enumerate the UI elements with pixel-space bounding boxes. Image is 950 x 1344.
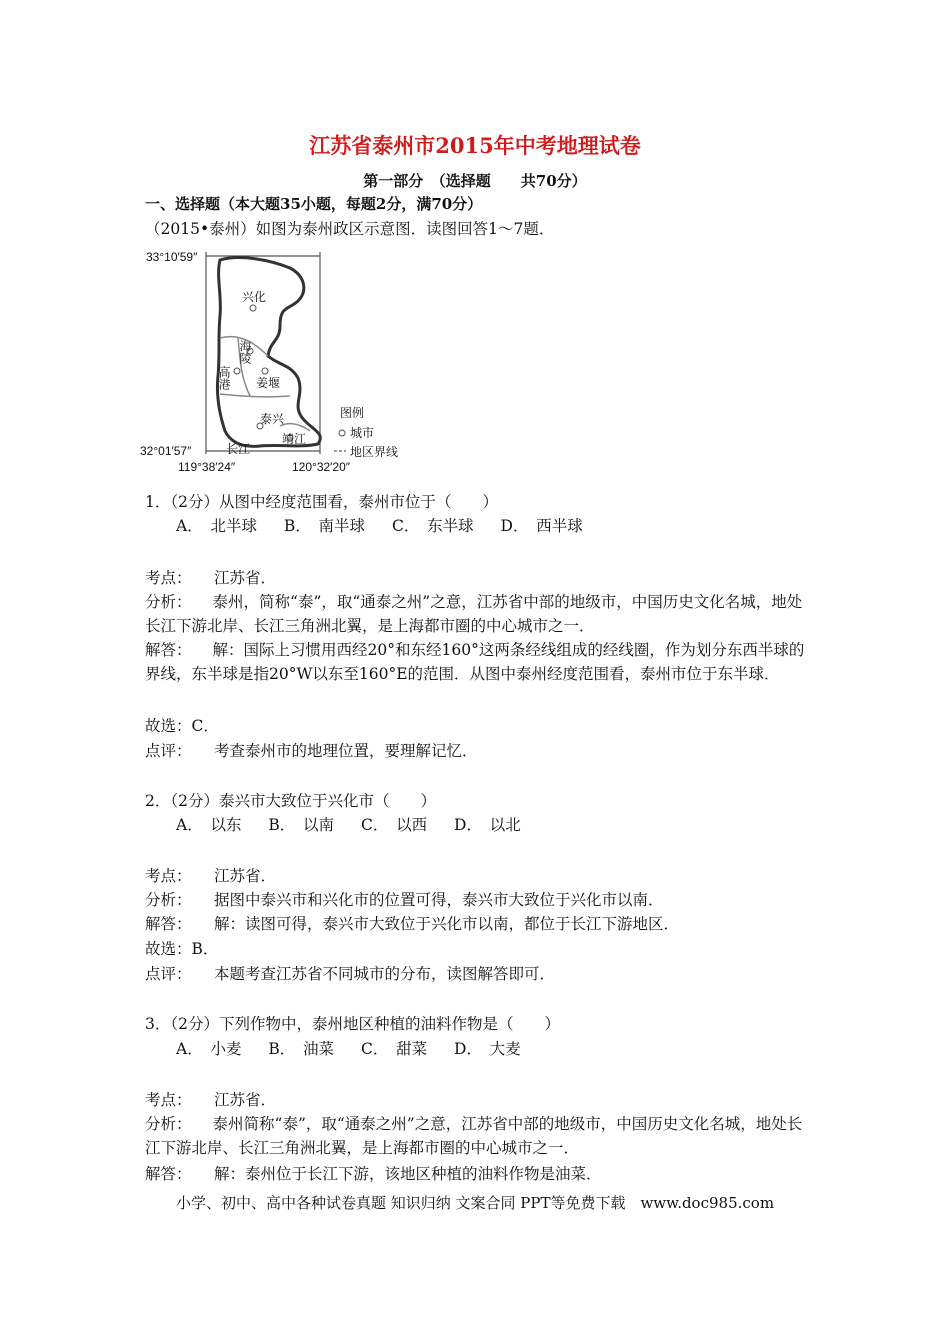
- part-heading: 第一部分 （选择题 共70分）: [363, 172, 587, 190]
- document-title: 江苏省泰州市2015年中考地理试卷: [309, 133, 641, 158]
- legend-title: 图例: [340, 406, 365, 420]
- section-heading: 一、选择题（本大题35小题，每题2分，满70分）: [145, 195, 483, 213]
- city-label-taixing: 泰兴: [260, 412, 285, 426]
- kaodian-label: 考点：: [145, 569, 192, 587]
- fenxi-text: 泰州，简称“泰”，取“通泰之州”之意，江苏省中部的地级市，中国历史文化名城，地处长江下游北岸、长江三角洲北翼，是上海都市圈的中心城市之一．: [145, 593, 803, 635]
- legend-boundary-label: 地区界线: [350, 445, 399, 459]
- fenxi-label: 分析：: [145, 593, 192, 611]
- fenxi-text: 据图中泰兴市和兴化市的位置可得，泰兴市大致位于兴化市以南．: [214, 891, 664, 909]
- option-b: B． 以南: [268, 816, 335, 834]
- question-3-options: [176, 1037, 521, 1061]
- longitude-right-label: 120°32′20″: [292, 460, 351, 474]
- question-1-options: [176, 514, 583, 538]
- question-3-stem: 3．（2分）下列作物中，泰州地区种植的油料作物是（ ）: [145, 1015, 560, 1033]
- longitude-left-label: 119°38′24″: [178, 460, 236, 474]
- legend-city-label: 城市: [350, 426, 375, 440]
- dianping-text: 考查泰州市的地理位置，要理解记忆．: [214, 742, 478, 760]
- latitude-bottom-label: 32°01′57″: [140, 444, 192, 458]
- question-1-stem: 1．（2分）从图中经度范围看，泰州市位于（ ）: [145, 493, 498, 511]
- jieda-text: 解：国际上习惯用西经20°和东经160°这两条经线组成的经线圈，作为划分东西半球的界线，东半球是指20°W以东至160°E的范围．从图中泰州经度范围看，泰州市位于东半球．: [145, 641, 805, 683]
- option-b: B． 南半球: [283, 517, 366, 535]
- city-label-hailing: 海陵: [238, 340, 252, 364]
- option-a: A． 以东: [176, 816, 242, 834]
- jieda-label: 解答：: [145, 915, 192, 933]
- option-d: D． 以北: [454, 816, 521, 834]
- kaodian-text: 江苏省．: [214, 1091, 277, 1109]
- page-footer: 小学、初中、高中各种试卷真题 知识归纳 文案合同 PPT等免费下载 www.doc985.com: [175, 1194, 775, 1212]
- question-intro: （2015•泰州）如图为泰州政区示意图．读图回答1～7题．: [145, 220, 555, 238]
- city-label-gaogang: 高港: [217, 366, 231, 390]
- kaodian-text: 江苏省．: [214, 569, 277, 587]
- option-c: C． 甜菜: [360, 1040, 428, 1058]
- jieda-label: 解答：: [145, 1165, 192, 1183]
- kaodian-label: 考点：: [145, 1091, 192, 1109]
- city-label-xinghua: 兴化: [242, 290, 267, 304]
- dianping-label: 点评：: [145, 965, 192, 983]
- option-a: A． 小麦: [176, 1040, 242, 1058]
- jieda-text: 解：泰州位于长江下游，该地区种植的油料作物是油菜．: [214, 1165, 602, 1183]
- fenxi-block: [145, 590, 810, 638]
- latitude-top-label: 33°10′59″: [146, 250, 198, 264]
- city-label-jiangyan: 姜堰: [256, 376, 281, 390]
- jieda-label: 解答：: [145, 641, 192, 659]
- city-label-jingjiang: 靖江: [282, 432, 307, 446]
- option-c: C． 以西: [360, 816, 428, 834]
- option-d: D． 西半球: [500, 517, 583, 535]
- option-b: B． 油菜: [268, 1040, 335, 1058]
- kaodian-label: 考点：: [145, 867, 192, 885]
- river-label-changjiang: 长江: [226, 442, 251, 456]
- option-d: D． 大麦: [454, 1040, 521, 1058]
- question-2-stem: 2．（2分）泰兴市大致位于兴化市（ ）: [145, 792, 436, 810]
- taizhou-map: [140, 246, 410, 474]
- city-dot: [234, 368, 240, 374]
- inner-boundary: [220, 394, 290, 397]
- question-2-options: [176, 813, 521, 837]
- option-a: A． 北半球: [176, 517, 257, 535]
- legend-city-symbol: [339, 430, 345, 436]
- city-dot: [250, 305, 256, 311]
- kaodian-text: 江苏省．: [214, 867, 277, 885]
- jieda-text: 解：读图可得，泰兴市大致位于兴化市以南，都位于长江下游地区．: [214, 915, 680, 933]
- fenxi-block: [145, 1112, 810, 1160]
- fenxi-label: 分析：: [145, 891, 192, 909]
- fenxi-label: 分析：: [145, 1115, 192, 1133]
- dianping-label: 点评：: [145, 742, 192, 760]
- option-c: C． 东半球: [391, 517, 474, 535]
- jieda-block: [145, 638, 810, 686]
- answer-choice: 故选：C．: [145, 717, 219, 735]
- dianping-text: 本题考查江苏省不同城市的分布，读图解答即可．: [214, 965, 556, 983]
- answer-choice: 故选：B．: [145, 940, 219, 958]
- fenxi-text: 泰州简称“泰”，取“通泰之州”之意，江苏省中部的地级市，中国历史文化名城，地处长江下游北岸、长江三角洲北翼，是上海都市圈的中心城市之一．: [145, 1115, 803, 1157]
